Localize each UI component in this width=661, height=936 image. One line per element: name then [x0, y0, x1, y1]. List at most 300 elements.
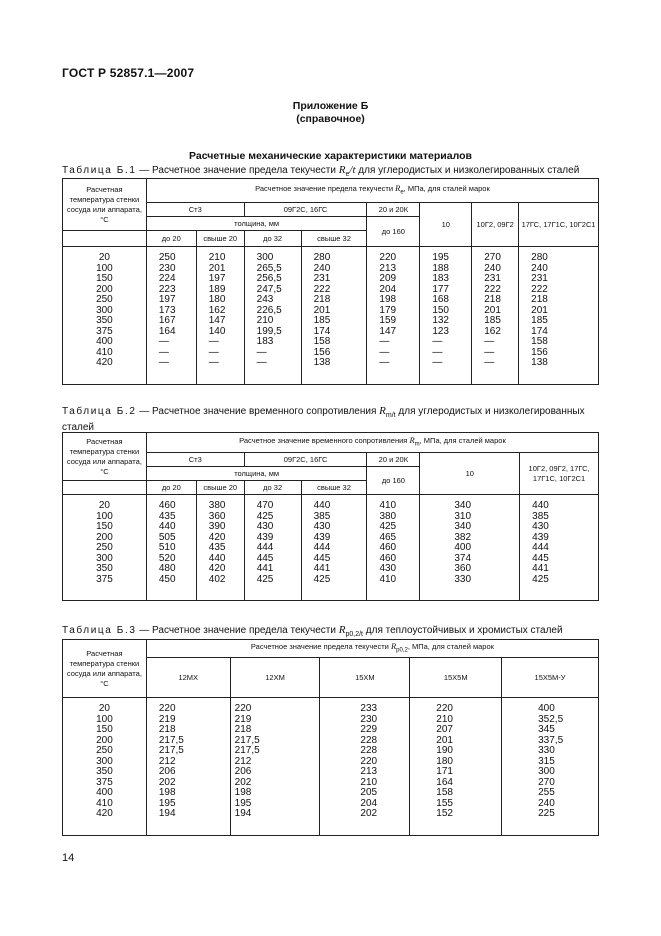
caption-symbol: R [338, 624, 346, 636]
thickness-32: до 32 [244, 481, 301, 495]
grade-10g2: 10Г2, 09Г2 [472, 203, 519, 247]
table-cell: 206 [158, 766, 176, 777]
table-cell: 445 [532, 552, 549, 564]
table-cell: 167 [158, 315, 176, 326]
table-cell: 425 [379, 521, 397, 532]
grade-15x5m-u: 15Х5М-У [502, 658, 599, 698]
table-cell: 410 [379, 500, 397, 511]
table-cell: 410 [379, 573, 397, 585]
table-cell: 300 [538, 766, 555, 777]
table-cell: — [432, 336, 443, 347]
table-cell: 340 [454, 500, 472, 511]
table-cell: 200 [96, 283, 113, 295]
table-cell: 213 [360, 766, 378, 777]
table-cell: 222 [313, 283, 331, 295]
temperature-column [63, 495, 147, 601]
table-cell: 270 [484, 252, 501, 263]
table-cell: 152 [436, 808, 453, 819]
table-cell: — [484, 357, 495, 368]
table-cell: 435 [158, 510, 176, 522]
table-cell: 280 [531, 252, 548, 263]
table-cell: 230 [360, 713, 378, 725]
table-cell: 330 [454, 573, 472, 585]
caption-text-end: для углеродистых и низколегированных сталей [355, 165, 580, 176]
table-cell: 210 [256, 315, 274, 326]
value-column [230, 698, 320, 836]
table-cell: 100 [96, 262, 113, 274]
table-cell: 164 [436, 776, 453, 788]
thickness-spacer [63, 231, 147, 247]
table-cell: 218 [158, 724, 176, 735]
grade-10: 10 [420, 453, 520, 495]
value-column [244, 247, 301, 385]
table-cell: 425 [256, 510, 274, 522]
grade-20: 20 и 20К [367, 203, 420, 217]
table-cell: — [158, 346, 169, 358]
table-cell: 209 [379, 273, 397, 284]
table-cell: 212 [234, 755, 252, 767]
table-cell: 400 [96, 336, 113, 347]
table-cell: 210 [360, 776, 378, 788]
table-cell: 228 [360, 745, 378, 756]
table-cell: 174 [313, 325, 331, 337]
header-temperature: Расчетная температура стенки сосуда или аппарата, °С [63, 433, 147, 481]
table-cell: 250 [96, 542, 113, 553]
value-column [301, 247, 367, 385]
table-cell: 420 [208, 531, 226, 543]
table-cell: 180 [436, 755, 453, 767]
value-column [196, 247, 244, 385]
grade-10: 10 [420, 203, 472, 247]
table-cell: 460 [158, 500, 176, 511]
table-cell: 255 [538, 787, 555, 798]
table-cell: 183 [432, 273, 449, 284]
table-cell: 138 [313, 357, 331, 368]
table-cell: 20 [98, 500, 110, 511]
value-column [244, 495, 301, 601]
table-cell: — [158, 357, 169, 368]
table-cell: 439 [256, 531, 274, 543]
table-cell: 200 [96, 531, 113, 543]
table-cell: 330 [538, 745, 555, 756]
table-cell: 138 [531, 357, 548, 368]
table-cell: 410 [96, 346, 113, 358]
table-b2 [62, 432, 599, 601]
value-column [146, 247, 196, 385]
table-cell: 222 [531, 283, 548, 295]
grade-12xm: 12ХМ [230, 658, 320, 698]
grade-10g2: 10Г2, 09Г2, 17ГС, 17Г1С, 10Г2С1 [520, 453, 599, 495]
table-cell: 213 [379, 262, 397, 274]
temperature-column [63, 698, 147, 836]
table-cell: 400 [96, 787, 113, 798]
table-cell: 510 [158, 542, 176, 553]
table-cell: 352,5 [538, 713, 564, 725]
table-cell: 217,5 [158, 745, 184, 756]
table-cell: 460 [379, 542, 397, 553]
table-cell: 315 [538, 755, 555, 767]
table-cell: 190 [436, 745, 453, 756]
table-cell: 380 [208, 500, 226, 511]
table-cell: 300 [96, 304, 113, 316]
table-cell: 430 [532, 521, 549, 532]
thickness-header: толщина, мм [146, 467, 367, 481]
table-cell: 202 [360, 808, 378, 819]
table-cell: 195 [158, 797, 176, 809]
table-cell: 220 [360, 755, 378, 767]
table-cell: 420 [96, 808, 113, 819]
value-column [520, 495, 599, 601]
table-cell: 150 [432, 304, 449, 316]
table-cell: 430 [379, 563, 397, 574]
caption-subscript: e [345, 171, 350, 178]
table-cell: 374 [454, 552, 472, 564]
value-column [367, 247, 420, 385]
table-cell: 444 [313, 542, 331, 553]
table-cell: 400 [538, 703, 555, 714]
table-cell: 375 [96, 325, 113, 337]
table-cell: 185 [531, 315, 548, 326]
table-cell: 202 [234, 776, 252, 788]
table-b1 [62, 178, 599, 385]
table-cell: 470 [256, 500, 274, 511]
table-cell: 100 [96, 510, 113, 522]
grade-st3: Ст3 [146, 203, 244, 217]
table-cell: 425 [313, 573, 331, 585]
table-cell: 440 [532, 500, 549, 511]
table-cell: 385 [532, 510, 549, 522]
thickness-160: до 160 [367, 217, 420, 247]
table-cell: 219 [234, 713, 252, 725]
caption-label: Таблица Б.2 [62, 406, 137, 417]
table-cell: 140 [208, 325, 226, 337]
table-cell: 195 [234, 797, 252, 809]
value-column [146, 698, 230, 836]
table-cell: 201 [313, 304, 331, 316]
table-cell: 380 [379, 510, 397, 522]
table-cell: 205 [360, 787, 378, 798]
table-cell: 150 [96, 724, 113, 735]
table-cell: 250 [96, 745, 113, 756]
thickness-header: толщина, мм [146, 217, 367, 231]
caption-text-end: для углеродистых и низколегированных [395, 406, 585, 417]
header-main: Расчетное значение предела текучести $R_e$, МПа, для сталей марок [146, 179, 598, 203]
table-cell: 240 [484, 262, 501, 274]
table-cell: 250 [96, 294, 113, 305]
table-cell: 310 [454, 510, 472, 522]
table-cell: 168 [432, 294, 449, 305]
table-cell: — [432, 346, 443, 358]
grade-12mx: 12МХ [146, 658, 230, 698]
table-cell: 225 [538, 808, 555, 819]
table-cell: 177 [432, 283, 449, 295]
caption-symbol-suffix: /t [349, 164, 356, 176]
table-cell: 204 [379, 283, 397, 295]
table-cell: — [256, 357, 267, 368]
table-cell: — [379, 346, 390, 358]
table-cell: 340 [454, 521, 472, 532]
table-cell: 224 [158, 273, 176, 284]
table-cell: 247,5 [256, 283, 282, 295]
table-cell: 164 [158, 325, 176, 337]
caption-label: Таблица Б.3 [62, 625, 137, 636]
table-cell: 425 [532, 573, 549, 585]
table-cell: 218 [313, 294, 331, 305]
thickness-32: до 32 [244, 231, 301, 247]
grade-09g2s: 09Г2С, 16ГС [244, 453, 367, 467]
table-cell: 222 [484, 283, 501, 295]
table-cell: 410 [96, 797, 113, 809]
table-cell: 204 [360, 797, 378, 809]
table-cell: 231 [484, 273, 501, 284]
caption-subscript: m/t [385, 412, 396, 419]
table-cell: 171 [436, 766, 453, 777]
main-title: Расчетные механические характеристики материалов [189, 150, 472, 162]
table-cell: 200 [96, 734, 113, 746]
table-cell: 231 [531, 273, 548, 284]
table-cell: 440 [208, 552, 226, 564]
table-cell: 185 [313, 315, 331, 326]
header-main: Расчетное значение предела текучести $R_{p0,2}$, МПа, для сталей марок [146, 640, 598, 658]
grade-st3: Ст3 [146, 453, 244, 467]
table-cell: 100 [96, 713, 113, 725]
table-cell: 220 [379, 252, 397, 263]
table-cell: 360 [208, 510, 226, 522]
table-cell: 20 [98, 703, 110, 714]
caption-text: — Расчетное значение предела текучести [136, 625, 339, 636]
table-cell: 460 [379, 552, 397, 564]
appendix-heading [0, 100, 661, 126]
value-column [420, 495, 520, 601]
table-cell: 201 [436, 734, 453, 746]
caption-subscript: p0,2/t [345, 631, 363, 638]
value-column [301, 495, 367, 601]
table-cell: 390 [208, 521, 226, 532]
table-cell: 197 [208, 273, 226, 284]
table-cell: 270 [538, 776, 555, 788]
value-column [420, 247, 472, 385]
table-cell: 220 [234, 703, 252, 714]
table-cell: 218 [234, 724, 252, 735]
table-cell: 350 [96, 315, 113, 326]
header-main: Расчетное значение временного сопротивления $R_m$, МПа, для сталей марок [146, 433, 598, 453]
temperature-column [63, 247, 147, 385]
table-cell: 430 [313, 521, 331, 532]
table-cell: 300 [96, 755, 113, 767]
thickness-20: до 20 [146, 231, 196, 247]
table-cell: 217,5 [234, 734, 260, 746]
table-cell: 420 [96, 357, 113, 368]
table-cell: 218 [484, 294, 501, 305]
table-cell: — [432, 357, 443, 368]
page-number: 14 [62, 852, 75, 864]
table-cell: 123 [432, 325, 449, 337]
value-column [146, 495, 196, 601]
table-cell: 218 [531, 294, 548, 305]
table-cell: 147 [208, 315, 226, 326]
table-cell: 207 [436, 724, 453, 735]
table-cell: 189 [208, 283, 226, 295]
table-cell: 158 [436, 787, 453, 798]
table-b3 [62, 639, 599, 836]
table-cell: 155 [436, 797, 453, 809]
table-cell: 520 [158, 552, 176, 564]
table-cell: 20 [98, 252, 110, 263]
table-cell: 147 [379, 325, 397, 337]
table-cell: 198 [234, 787, 252, 798]
header-temperature: Расчетная температура стенки сосуда или аппарата, °С [63, 640, 147, 698]
table-cell: 300 [96, 552, 113, 564]
document-header: ГОСТ Р 52857.1—2007 [62, 66, 195, 80]
table-cell: 345 [538, 724, 555, 735]
table-cell: 217,5 [234, 745, 260, 756]
table-cell: 201 [531, 304, 548, 316]
table-cell: 197 [158, 294, 176, 305]
table-cell: 194 [234, 808, 252, 819]
thickness-spacer [63, 481, 147, 495]
table-cell: 210 [436, 713, 453, 725]
table-cell: 240 [531, 262, 548, 274]
table-cell: 162 [484, 325, 501, 337]
table-cell: 420 [208, 563, 226, 574]
table-cell: 231 [313, 273, 331, 284]
table-cell: — [256, 346, 267, 358]
table-cell: 375 [96, 776, 113, 788]
table-cell: 450 [158, 573, 176, 585]
table-cell: 385 [313, 510, 331, 522]
table-cell: 195 [432, 252, 449, 263]
thickness-160: до 160 [367, 467, 420, 495]
table-cell: 150 [96, 273, 113, 284]
caption-symbol: R [379, 405, 386, 417]
grade-20: 20 и 20К [367, 453, 420, 467]
table-cell: 220 [436, 703, 453, 714]
table-cell: 201 [484, 304, 501, 316]
table-cell: 158 [531, 336, 548, 347]
table-cell: 220 [158, 703, 176, 714]
thickness-over-32: свыше 32 [301, 481, 367, 495]
table-cell: 435 [208, 542, 226, 553]
table-cell: 280 [313, 252, 331, 263]
table-cell: 226,5 [256, 304, 282, 316]
table-cell: 505 [158, 531, 176, 543]
grade-09g2s: 09Г2С, 16ГС [244, 203, 367, 217]
table-cell: 173 [158, 304, 176, 316]
table-cell: 210 [208, 252, 226, 263]
caption-text-line2: сталей [62, 422, 95, 433]
table-cell: 159 [379, 315, 397, 326]
table-cell: 201 [208, 262, 226, 274]
appendix-note: (справочное) [296, 113, 365, 125]
caption-label: Таблица Б.1 [62, 165, 137, 176]
thickness-over-32: свыше 32 [301, 231, 367, 247]
value-column [410, 698, 502, 836]
grade-17gs: 17ГС, 17Г1С, 10Г2С1 [519, 203, 599, 247]
caption-text-end: для теплоустойчивых и хромистых сталей [363, 625, 563, 636]
table-cell: — [484, 346, 495, 358]
table-cell: 199,5 [256, 325, 282, 337]
table-cell: 185 [484, 315, 501, 326]
table-cell: 202 [158, 776, 176, 788]
table-cell: — [379, 336, 390, 347]
table-cell: 444 [256, 542, 274, 553]
value-column [196, 495, 244, 601]
table-cell: 243 [256, 294, 274, 305]
table-cell: — [208, 357, 219, 368]
value-column [502, 698, 599, 836]
thickness-over-20: свыше 20 [196, 231, 244, 247]
table-cell: 150 [96, 521, 113, 532]
table-cell: 179 [379, 304, 397, 316]
table-cell: 162 [208, 304, 226, 316]
appendix-title: Приложение Б [292, 100, 369, 112]
table-cell: 180 [208, 294, 226, 305]
grade-15x5m: 15Х5М [410, 658, 502, 698]
table-cell: 158 [313, 336, 331, 347]
header-temperature: Расчетная температура стенки сосуда или аппарата, °С [63, 179, 147, 231]
table-cell: 439 [313, 531, 331, 543]
value-column [519, 247, 599, 385]
table-cell: 440 [158, 521, 176, 532]
table-cell: 440 [313, 500, 331, 511]
table-cell: 444 [532, 542, 549, 553]
grade-15xm: 15ХМ [320, 658, 410, 698]
table-cell: 360 [454, 563, 472, 574]
table-cell: 188 [432, 262, 449, 274]
table-cell: 219 [158, 713, 176, 725]
table-cell: 439 [532, 531, 549, 543]
table-cell: 382 [454, 531, 472, 543]
table-cell: — [379, 357, 390, 368]
table-cell: 198 [379, 294, 397, 305]
table-cell: 156 [313, 346, 331, 358]
table-cell: 402 [208, 573, 226, 585]
table-cell: — [484, 336, 495, 347]
table-cell: — [208, 346, 219, 358]
table-cell: 250 [158, 252, 176, 263]
table-cell: 256,5 [256, 273, 282, 284]
table-b1-body [63, 247, 599, 385]
table-cell: 430 [256, 521, 274, 532]
table-cell: 480 [158, 563, 176, 574]
table-b2-caption [62, 405, 607, 434]
table-cell: 350 [96, 563, 113, 574]
table-cell: — [208, 336, 219, 347]
table-cell: 425 [256, 573, 274, 585]
table-cell: 441 [532, 563, 549, 574]
table-cell: 441 [313, 563, 331, 574]
table-cell: 174 [531, 325, 548, 337]
table-cell: 183 [256, 336, 274, 347]
table-cell: 265,5 [256, 262, 282, 274]
table-cell: 300 [256, 252, 274, 263]
table-b2-body [63, 495, 599, 601]
caption-text: — Расчетное значение временного сопротивления [136, 406, 380, 417]
table-cell: 337,5 [538, 734, 564, 746]
thickness-20: до 20 [146, 481, 196, 495]
table-cell: 229 [360, 724, 378, 735]
table-cell: 223 [158, 283, 176, 295]
caption-text: — Расчетное значение предела текучести [136, 165, 339, 176]
table-cell: 206 [234, 766, 252, 777]
value-column [320, 698, 410, 836]
table-cell: 230 [158, 262, 176, 274]
table-cell: 441 [256, 563, 274, 574]
table-cell: 240 [538, 797, 555, 809]
table-cell: — [158, 336, 169, 347]
table-cell: 212 [158, 755, 176, 767]
value-column [472, 247, 519, 385]
